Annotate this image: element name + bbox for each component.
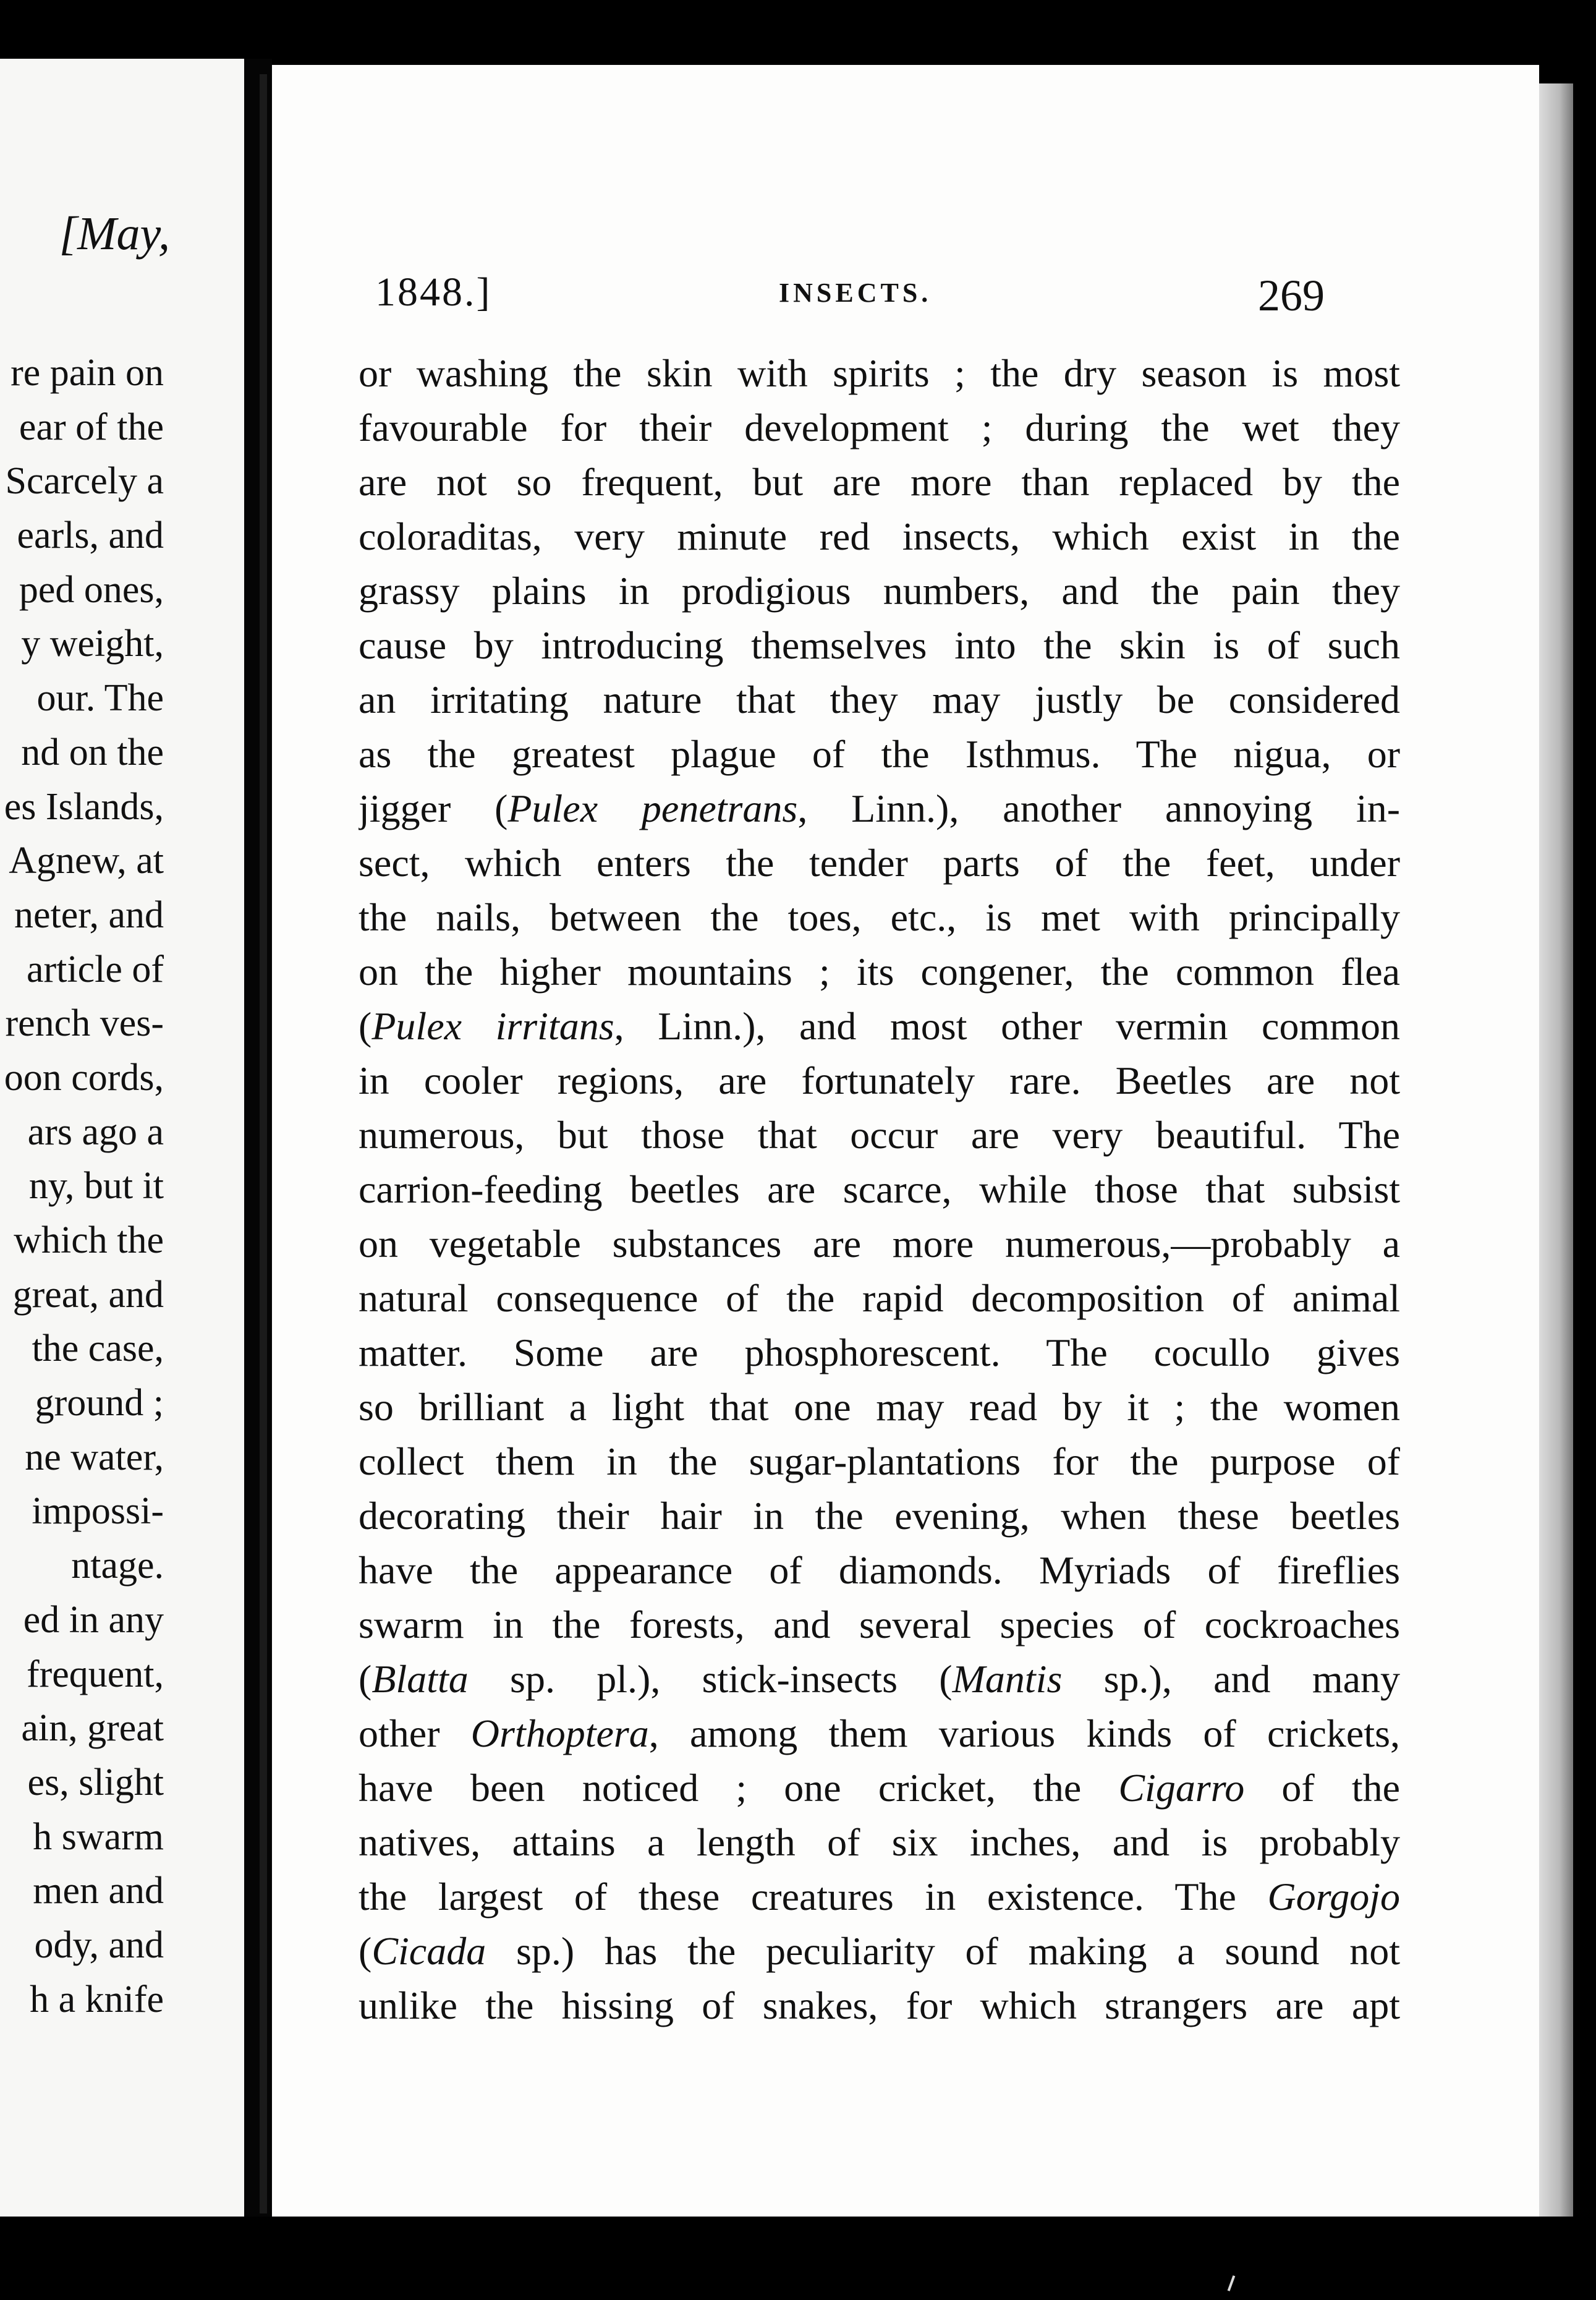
running-head (272, 189, 1539, 320)
left-text-line: h a knife (30, 1978, 164, 2021)
left-text-line: men and (33, 1870, 164, 1912)
left-text-line: earls, and (17, 514, 164, 557)
text-line: grassy plains in prodigious numbers, and the pain they (359, 569, 1400, 613)
text-line: the largest of these creatures in existence. The Gorgojo (359, 1875, 1400, 1919)
left-text-line: the case, (32, 1327, 164, 1370)
left-text-line: frequent, (26, 1653, 164, 1695)
left-text-line: neter, and (14, 893, 164, 936)
left-text-line: es, slight (27, 1761, 164, 1804)
text-line: (Blatta sp. pl.), stick-insects (Mantis sp.), and many (359, 1657, 1400, 1701)
text-line: have the appearance of diamonds. Myriads of fireflies (359, 1548, 1400, 1592)
left-text-line: great, and (12, 1273, 164, 1316)
text-line: the nails, between the toes, etc., is met with principally (359, 895, 1400, 939)
running-head-year: 1848.] (375, 270, 492, 315)
left-text-line: re pain on (11, 352, 164, 394)
text-line: other Orthoptera, among them various kinds of crickets, (359, 1711, 1400, 1755)
running-head-title: INSECTS. (779, 278, 932, 308)
left-text-line: rench ves- (5, 1002, 164, 1045)
left-text-line: y weight, (21, 623, 164, 665)
text-line: numerous, but those that occur are very beautiful. The (359, 1113, 1400, 1157)
text-line: favourable for their development ; during the wet they (359, 406, 1400, 449)
text-line: swarm in the forests, and several species of cockroaches (359, 1603, 1400, 1646)
book-gutter (244, 59, 272, 2223)
left-text-line: ody, and (34, 1923, 164, 1966)
left-text-line: ain, great (21, 1707, 164, 1750)
text-line: jigger (Pulex penetrans, Linn.), another annoying in- (359, 786, 1400, 830)
scan-bottom-border (0, 2217, 1596, 2300)
text-line: coloraditas, very minute red insects, which exist in the (359, 514, 1400, 558)
left-text-line: nd on the (21, 731, 164, 773)
page-number: 269 (1258, 271, 1325, 320)
left-text-line: ed in any (23, 1598, 164, 1641)
text-line: so brilliant a light that one may read by it ; the women (359, 1385, 1400, 1429)
left-text-line: ground ; (35, 1382, 164, 1425)
left-text-line: article of (26, 948, 164, 990)
left-text-line: impossi- (32, 1490, 164, 1533)
left-text-line: which the (14, 1219, 164, 1261)
text-line: collect them in the sugar-plantations for the purpose of (359, 1439, 1400, 1483)
left-text-line: ped ones, (19, 568, 164, 611)
left-text-line: our. The (36, 677, 164, 720)
left-text-line: ear of the (19, 406, 164, 448)
text-line: on the higher mountains ; its congener, the common flea (359, 950, 1400, 994)
body-text (359, 346, 1400, 2033)
text-line: in cooler regions, are fortunately rare. Beetles are not (359, 1058, 1400, 1102)
text-line: or washing the skin with spirits ; the dry season is most (359, 351, 1400, 395)
left-text-line: oon cords, (4, 1056, 164, 1099)
left-text-line: Agnew, at (9, 840, 164, 882)
text-line: decorating their hair in the evening, when these beetles (359, 1494, 1400, 1538)
text-line: (Cicada sp.) has the peculiarity of making a sound not (359, 1929, 1400, 1973)
text-line: sect, which enters the tender parts of the feet, under (359, 841, 1400, 885)
text-line: on vegetable substances are more numerous,—probably a (359, 1222, 1400, 1266)
gutter-shadow (260, 74, 267, 2213)
left-text-line: ne water, (25, 1436, 164, 1478)
text-line: are not so frequent, but are more than replaced by the (359, 460, 1400, 504)
left-text-line: ars ago a (27, 1110, 164, 1153)
left-text-line: ny, but it (28, 1165, 164, 1208)
left-text-line: ntage. (71, 1544, 164, 1587)
page-edge-shadow (1539, 83, 1573, 2217)
text-line: matter. Some are phosphorescent. The cocullo gives (359, 1331, 1400, 1374)
left-page-fragment (0, 59, 244, 2217)
text-line: carrion-feeding beetles are scarce, while those that subsist (359, 1167, 1400, 1211)
text-line: (Pulex irritans, Linn.), and most other vermin common (359, 1004, 1400, 1048)
left-text-line: es Islands, (4, 785, 164, 828)
left-text-line: h swarm (33, 1815, 164, 1858)
text-line: unlike the hissing of snakes, for which strangers are apt (359, 1983, 1400, 2027)
text-line: as the greatest plague of the Isthmus. The nigua, or (359, 732, 1400, 776)
left-page-text (4, 346, 164, 2027)
text-line: natural consequence of the rapid decomposition of animal (359, 1276, 1400, 1320)
left-page-header: [May, (59, 208, 170, 260)
left-text-line: Scarcely a (5, 460, 164, 503)
text-line: have been noticed ; one cricket, the Cigarro of the (359, 1766, 1400, 1810)
text-line: natives, attains a length of six inches, and is probably (359, 1820, 1400, 1864)
right-page (272, 65, 1539, 2217)
text-line: an irritating nature that they may justly be considered (359, 678, 1400, 722)
text-line: cause by introducing themselves into the skin is of such (359, 623, 1400, 667)
